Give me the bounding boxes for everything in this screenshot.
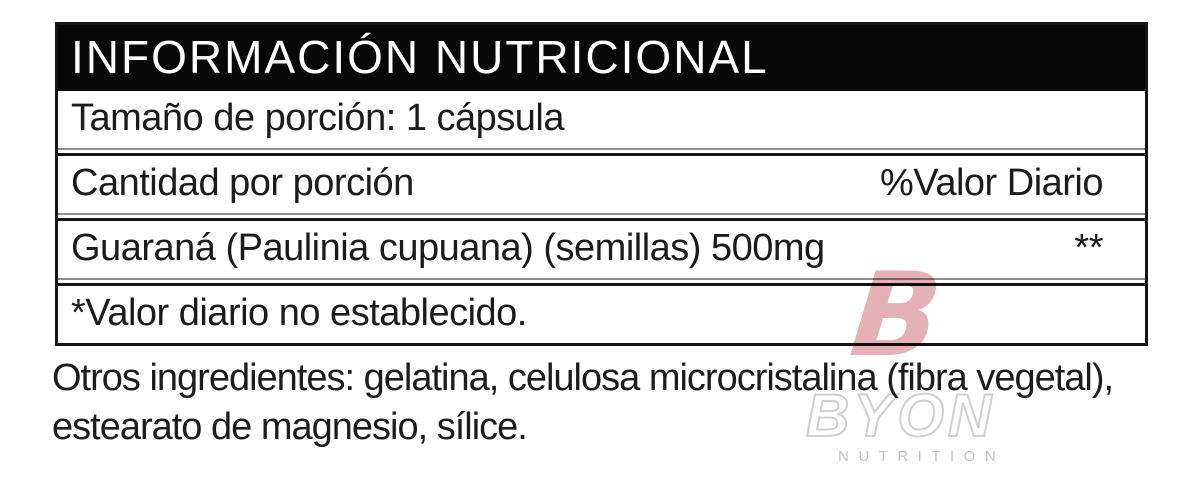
table-title: INFORMACIÓN NUTRICIONAL [58,25,1145,91]
nutrition-facts-table [55,22,1148,346]
amount-per-serving-header: Cantidad por porción [71,161,414,204]
footnote-text: *Valor diario no establecido. [71,291,527,334]
byon-nutrition-tagline: NUTRITION [838,448,1006,465]
other-ingredients-text: Otros ingredientes: gelatina, celulosa microcristalina (fibra vegetal), estearato de magnesio, sílice. [52,357,1114,448]
row-divider [58,213,1145,221]
byon-monogram-logo-icon: B [844,248,948,383]
byon-brand-wordmark: BYON [806,382,996,449]
nutrient-name: Guaraná (Paulinia cupuana) (semillas) 500mg [71,226,825,269]
column-header-row [58,156,1145,213]
daily-value-header: %Valor Diario [880,161,1103,204]
row-divider [58,148,1145,156]
nutrient-row [58,221,1145,278]
serving-size-row [58,91,1145,148]
footnote-row [58,286,1145,343]
nutrient-daily-value: ** [1074,226,1103,269]
row-divider [58,278,1145,286]
serving-size-text: Tamaño de porción: 1 cápsula [71,97,564,139]
